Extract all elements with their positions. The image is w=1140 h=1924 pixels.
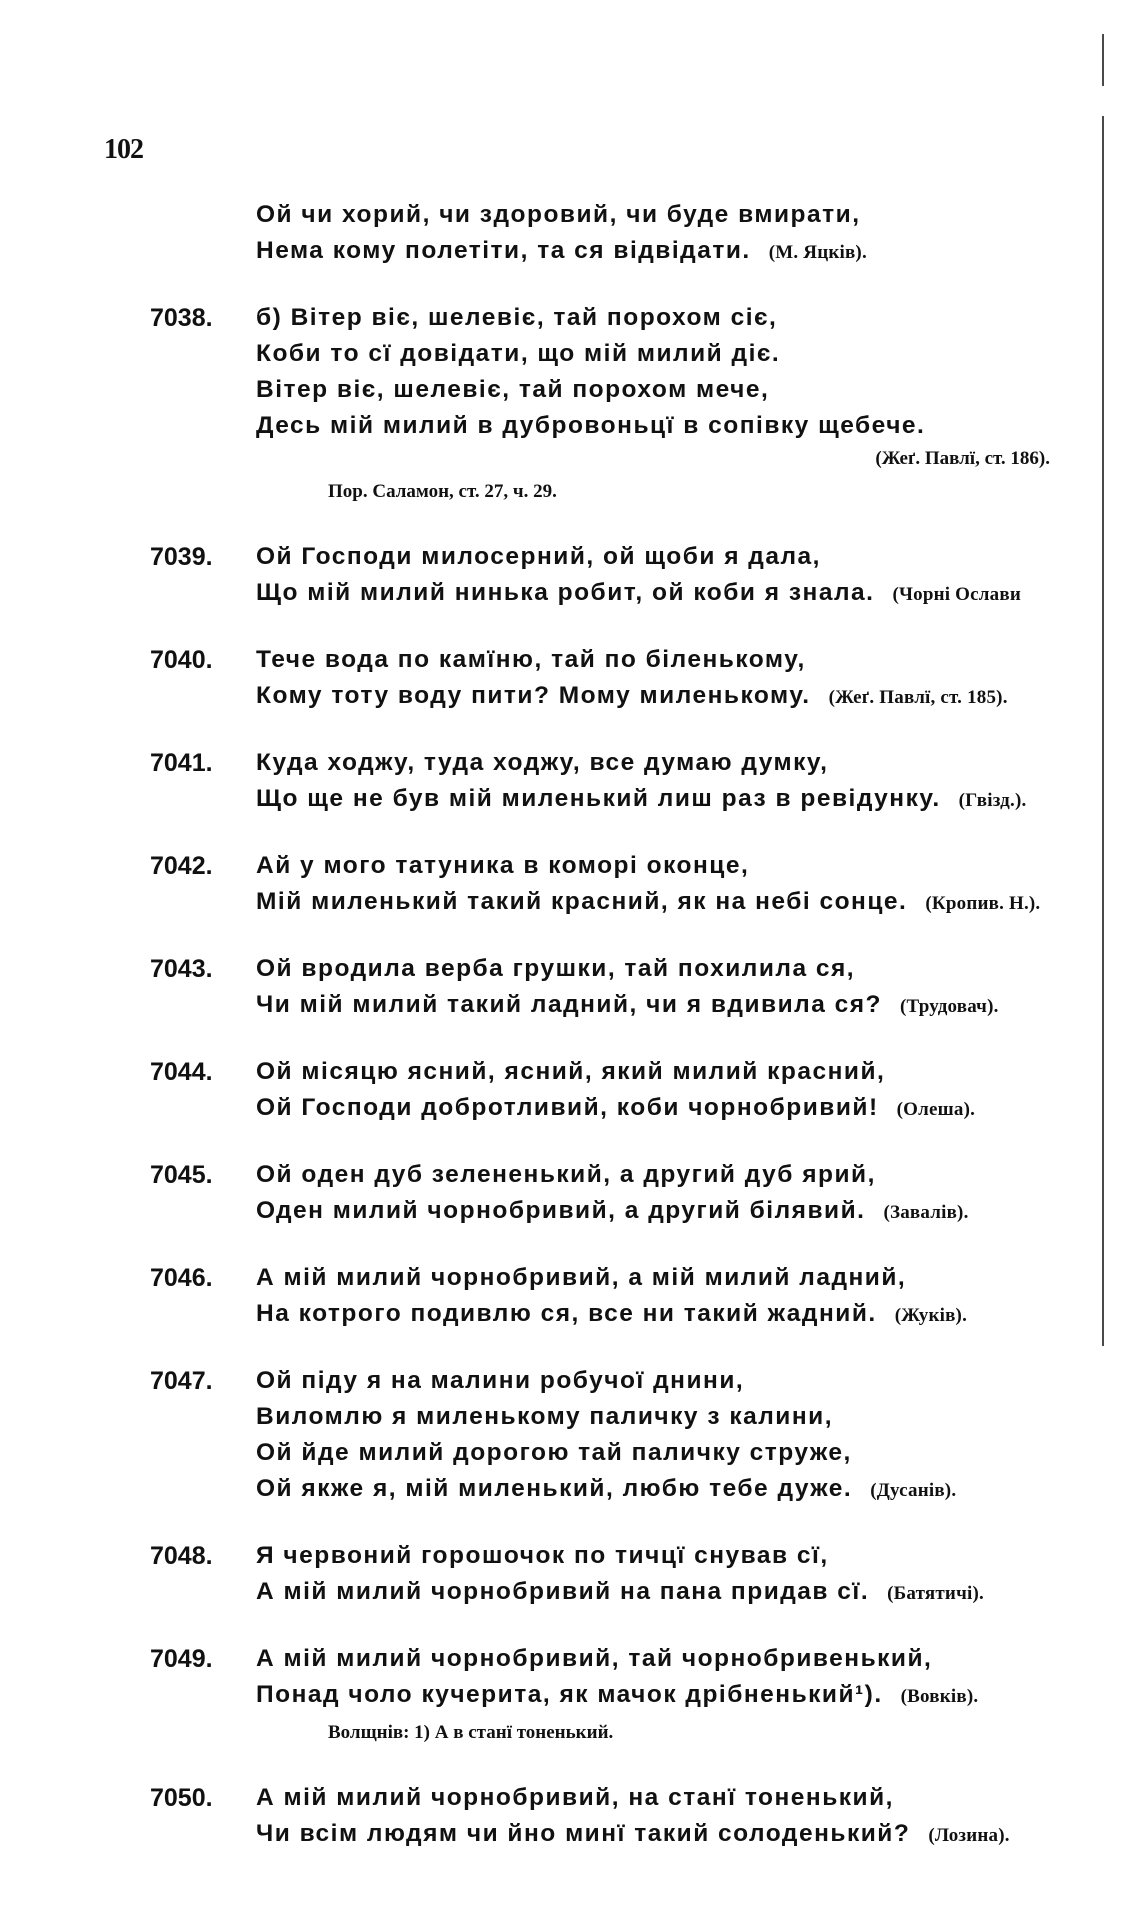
verse-text: Чи мій милий такий ладний, чи я вдивила ся? xyxy=(256,991,883,1018)
verse-lines xyxy=(256,1641,1140,1715)
verse-text: Ой йде милий дорогою тай паличку струже, xyxy=(256,1439,852,1466)
verse-line xyxy=(256,1157,1140,1193)
verse-text: б) Вітер віє, шелевіє, тай порохом сіє, xyxy=(256,304,778,331)
verse-text: Що ще не був мій миленький лиш раз в ревідунку. xyxy=(256,785,941,812)
entry-number: 7039. xyxy=(150,543,213,571)
verse-text: Тече вода по камїню, тай по біленькому, xyxy=(256,646,806,673)
source-citation: (Лозина). xyxy=(928,1825,1010,1846)
verse-line xyxy=(256,408,1140,444)
verse-entry xyxy=(0,1054,1140,1128)
verse-line xyxy=(256,1574,1140,1612)
source-citation: (Батятичі). xyxy=(887,1583,984,1604)
verse-lines xyxy=(256,951,1140,1025)
verse-entry xyxy=(0,848,1140,922)
verse-line xyxy=(256,1260,1140,1296)
verse-text: Ой оден дуб зелененький, а другий дуб ярий, xyxy=(256,1161,876,1188)
verse-text: Коби то сї довідати, що мій милий діє. xyxy=(256,340,781,367)
verse-line xyxy=(256,1399,1140,1435)
verse-lines xyxy=(256,1780,1140,1854)
editorial-note: Волщнів: 1) А в станї тоненький. xyxy=(328,1722,614,1743)
verse-entry xyxy=(0,642,1140,716)
verse-text: Чи всім людям чи йно минї такий солоденький? xyxy=(256,1820,911,1847)
verse-list xyxy=(0,197,1140,1883)
verse-line xyxy=(256,233,1140,271)
entry-number: 7050. xyxy=(150,1784,213,1812)
verse-text: Ой піду я на малини робучої днини, xyxy=(256,1367,745,1394)
verse-lines xyxy=(256,1157,1140,1231)
verse-line xyxy=(256,1641,1140,1677)
verse-text: На котрого подивлю ся, все ни такий жадний. xyxy=(256,1300,877,1327)
verse-line xyxy=(256,1363,1140,1399)
verse-entry xyxy=(0,1538,1140,1612)
verse-entry xyxy=(0,300,1140,510)
verse-lines xyxy=(256,300,1140,444)
verse-entry xyxy=(0,1641,1140,1751)
entry-number: 7042. xyxy=(150,852,213,880)
verse-line xyxy=(256,987,1140,1025)
source-citation: (Дусанів). xyxy=(870,1480,957,1501)
verse-line xyxy=(256,1435,1140,1471)
source-citation: (Трудовач). xyxy=(900,996,999,1017)
verse-text: Я червоний горошочок по тичцї снував сї, xyxy=(256,1542,829,1569)
verse-text: Ой чи хорий, чи здоровий, чи буде вмирати, xyxy=(256,201,861,228)
verse-lines xyxy=(256,1260,1140,1334)
entry-number: 7041. xyxy=(150,749,213,777)
verse-line xyxy=(256,884,1140,922)
verse-line xyxy=(256,197,1140,233)
verse-lines xyxy=(256,1538,1140,1612)
verse-text: Нема кому полетіти, та ся відвідати. xyxy=(256,237,751,264)
verse-lines xyxy=(256,1363,1140,1509)
verse-text: Ой Господи добротливий, коби чорнобривий! xyxy=(256,1094,879,1121)
verse-entry xyxy=(0,1363,1140,1509)
verse-entry xyxy=(0,197,1140,271)
verse-entry xyxy=(0,1157,1140,1231)
verse-text: Оден милий чорнобривий, а другий білявий. xyxy=(256,1197,866,1224)
verse-line xyxy=(256,781,1140,819)
entry-number: 7044. xyxy=(150,1058,213,1086)
source-citation: (М. Яцків). xyxy=(768,242,867,263)
editorial-note: Пор. Саламон, ст. 27, ч. 29. xyxy=(328,481,557,502)
entry-number: 7040. xyxy=(150,646,213,674)
verse-text: Понад чоло кучерита, як мачок дрібненький¹). xyxy=(256,1681,883,1708)
verse-line xyxy=(256,575,1140,613)
verse-line xyxy=(256,1090,1140,1128)
verse-text: Вітер віє, шелевіє, тай порохом мече, xyxy=(256,376,770,403)
verse-text: Ой якже я, мій миленький, любю тебе дуже. xyxy=(256,1475,853,1502)
verse-lines xyxy=(256,1054,1140,1128)
verse-text: А мій милий чорнобривий на пана придав сї. xyxy=(256,1578,870,1605)
verse-line xyxy=(256,372,1140,408)
verse-line xyxy=(256,1471,1140,1509)
verse-line xyxy=(256,678,1140,716)
verse-text: Куда ходжу, туда ходжу, все думаю думку, xyxy=(256,749,829,776)
entry-number: 7043. xyxy=(150,955,213,983)
page-edge-mark xyxy=(1102,34,1104,86)
entry-number: 7049. xyxy=(150,1645,213,1673)
source-citation: (Жуків). xyxy=(894,1305,968,1326)
entry-number: 7038. xyxy=(150,304,213,332)
verse-text: А мій милий чорнобривий, тай чорнобривенький, xyxy=(256,1645,933,1672)
verse-line xyxy=(256,951,1140,987)
verse-line xyxy=(256,1677,1140,1715)
verse-lines xyxy=(256,745,1140,819)
verse-text: Кому тоту воду пити? Мому миленькому. xyxy=(256,682,811,709)
verse-lines xyxy=(256,539,1140,613)
verse-line xyxy=(256,1193,1140,1231)
verse-line xyxy=(256,1054,1140,1090)
entry-number: 7047. xyxy=(150,1367,213,1395)
verse-lines xyxy=(256,197,1140,271)
source-citation: (Кропив. Н.). xyxy=(925,893,1041,914)
verse-text: Десь мій милий в дубровоньцї в сопівку щебече. xyxy=(256,412,926,439)
verse-line xyxy=(256,1538,1140,1574)
verse-text: Ай у мого татуника в коморі оконце, xyxy=(256,852,750,879)
verse-lines xyxy=(256,642,1140,716)
source-citation: (Вовків). xyxy=(900,1686,979,1707)
entry-number: 7048. xyxy=(150,1542,213,1570)
source-citation: (Жеґ. Павлї, ст. 186). xyxy=(875,448,1050,469)
source-citation: (Олеша). xyxy=(896,1099,976,1120)
verse-text: Мій миленький такий красний, як на небі сонце. xyxy=(256,888,908,915)
verse-text: Ой місяцю ясний, ясний, який милий красний, xyxy=(256,1058,886,1085)
verse-line xyxy=(256,848,1140,884)
verse-line xyxy=(256,1296,1140,1334)
verse-lines xyxy=(256,848,1140,922)
verse-entry xyxy=(0,1260,1140,1334)
verse-line xyxy=(256,745,1140,781)
verse-text: Виломлю я миленькому паличку з калини, xyxy=(256,1403,834,1430)
verse-text: Ой вродила верба грушки, тай похилила ся, xyxy=(256,955,856,982)
verse-line xyxy=(256,1780,1140,1816)
verse-entry xyxy=(0,745,1140,819)
verse-entry xyxy=(0,539,1140,613)
verse-line xyxy=(256,336,1140,372)
verse-entry xyxy=(0,1780,1140,1854)
verse-line xyxy=(256,642,1140,678)
verse-line xyxy=(256,1816,1140,1854)
verse-text: А мій милий чорнобривий, а мій милий ладний, xyxy=(256,1264,907,1291)
verse-text: А мій милий чорнобривий, на станї тоненький, xyxy=(256,1784,894,1811)
source-citation: (Жеґ. Павлї, ст. 185). xyxy=(828,687,1008,708)
source-citation: (Гвізд.). xyxy=(958,790,1027,811)
entry-number: 7046. xyxy=(150,1264,213,1292)
verse-line xyxy=(256,300,1140,336)
source-citation: (Завалів). xyxy=(883,1202,969,1223)
entry-number: 7045. xyxy=(150,1161,213,1189)
page-number: 102 xyxy=(104,134,143,165)
verse-entry xyxy=(0,951,1140,1025)
verse-line xyxy=(256,539,1140,575)
verse-text: Що мій милий нинька робит, ой коби я знала. xyxy=(256,579,875,606)
source-citation: (Чорні Ослави xyxy=(892,584,1021,605)
verse-text: Ой Господи милосерний, ой щоби я дала, xyxy=(256,543,821,570)
